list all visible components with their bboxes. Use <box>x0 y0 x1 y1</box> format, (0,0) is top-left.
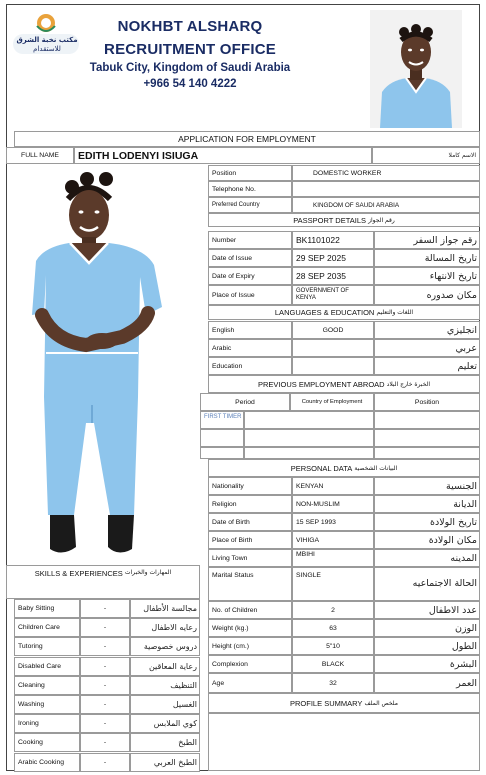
skill-label: Cleaning <box>14 676 80 695</box>
arabic-value <box>292 339 374 357</box>
company-name-line2: RECRUITMENT OFFICE <box>104 41 276 58</box>
prev-row2-country <box>244 429 374 447</box>
personal-value: VIHIGA <box>292 531 374 549</box>
skills-section-header <box>6 565 200 599</box>
skill-ar-label: رعاية المعاقين <box>130 657 200 676</box>
personal-label: Nationality <box>208 477 292 495</box>
personal-data-section-header <box>208 459 480 477</box>
prev-row3-country <box>244 447 374 459</box>
prev-row3-position <box>374 447 480 459</box>
personal-label: No. of Children <box>208 601 292 619</box>
company-logo <box>10 12 82 56</box>
personal-label: Age <box>208 673 292 693</box>
prev-row1-position <box>374 411 480 429</box>
skill-ar-label: الغسيل <box>130 695 200 714</box>
skill-ar-label: الطبخ <box>130 733 200 752</box>
personal-label: Weight (kg.) <box>208 619 292 637</box>
expiry-date-value: 28 SEP 2035 <box>292 267 374 285</box>
skills-title-ar: المهارات والخبرات <box>124 569 172 576</box>
personal-ar-label: البشرة <box>374 655 480 673</box>
preferred-country-label: Preferred Country <box>208 197 292 213</box>
previous-employment-section-header <box>208 375 480 393</box>
languages-title-ar: اللغات والتعليم <box>376 309 414 316</box>
skills-title: SKILLS & EXPERIENCES <box>34 569 123 578</box>
skill-value: - <box>80 733 130 752</box>
arabic-ar: عربي <box>374 339 480 357</box>
profile-summary-title-ar: ملخص الملف <box>364 699 398 707</box>
personal-ar-label: العمر <box>374 673 480 693</box>
personal-label: Date of Birth <box>208 513 292 531</box>
personal-ar-label: الوزن <box>374 619 480 637</box>
skill-ar-label: رعايه الاطفال <box>130 618 200 637</box>
skill-ar-label: التنظيف <box>130 676 200 695</box>
personal-value: 2 <box>292 601 374 619</box>
personal-ar-label: الطول <box>374 637 480 655</box>
personal-label: Marital Status <box>208 567 292 601</box>
expiry-date-label: Date of Expiry <box>208 267 292 285</box>
skill-ar-label: مجالسة الأطفال <box>130 599 200 618</box>
previous-employment-title-ar: الخبرة خارج البلاد <box>386 380 430 388</box>
position-value: DOMESTIC WORKER <box>292 165 480 181</box>
passport-title: PASSPORT DETAILS <box>293 215 366 225</box>
languages-title: LANGUAGES & EDUCATION <box>274 308 375 317</box>
education-ar: تعليم <box>374 357 480 375</box>
personal-label: Place of Birth <box>208 531 292 549</box>
personal-label: Living Town <box>208 549 292 567</box>
personal-ar-label: مكان الولادة <box>374 531 480 549</box>
issue-date-ar: تاريخ المسالة <box>374 249 480 267</box>
skill-value: - <box>80 657 130 676</box>
personal-value: 15 SEP 1993 <box>292 513 374 531</box>
passport-number-ar: رقم جواز السفر <box>374 231 480 249</box>
prev-row2-position <box>374 429 480 447</box>
personal-value: MBIHI <box>292 549 374 567</box>
skill-value: - <box>80 753 130 772</box>
portrait-photo-small <box>370 10 462 128</box>
place-of-issue-value: GOVERNMENT OF KENYA <box>292 285 374 305</box>
english-value: GOOD <box>292 321 374 339</box>
personal-value: BLACK <box>292 655 374 673</box>
personal-ar-label: المدينه <box>374 549 480 567</box>
skill-value: - <box>80 637 130 656</box>
issue-date-label: Date of Issue <box>208 249 292 267</box>
portrait-photo-full <box>14 165 196 563</box>
skill-label: Tutoring <box>14 637 80 656</box>
skill-label: Children Care <box>14 618 80 637</box>
skill-value: - <box>80 695 130 714</box>
personal-value: 63 <box>292 619 374 637</box>
skill-value: - <box>80 714 130 733</box>
profile-summary-body <box>208 713 480 771</box>
personal-label: Religion <box>208 495 292 513</box>
telephone-label: Telephone No. <box>208 181 292 197</box>
place-of-issue-ar: مكان صدوره <box>374 285 480 305</box>
skill-label: Washing <box>14 695 80 714</box>
position-label: Position <box>208 165 292 181</box>
skill-value: - <box>80 676 130 695</box>
previous-employment-title: PREVIOUS EMPLOYMENT ABROAD <box>258 379 385 389</box>
personal-value: NON-MUSLIM <box>292 495 374 513</box>
company-name-line1: NOKHBT ALSHARQ <box>117 18 263 35</box>
skill-ar-label: دروس خصوصية <box>130 637 200 656</box>
preferred-country-value: KINGDOM OF SAUDI ARABIA <box>292 197 480 213</box>
skill-label: Baby Sitting <box>14 599 80 618</box>
english-ar: انجليزي <box>374 321 480 339</box>
col-position: Position <box>374 393 480 411</box>
form-title: APPLICATION FOR EMPLOYMENT <box>14 131 480 147</box>
personal-value: KENYAN <box>292 477 374 495</box>
personal-data-title: PERSONAL DATA <box>290 463 353 473</box>
personal-ar-label: تاريخ الولادة <box>374 513 480 531</box>
place-of-issue-label: Place of Issue <box>208 285 292 305</box>
personal-label: Height (cm.) <box>208 637 292 655</box>
profile-summary-title: PROFILE SUMMARY <box>290 698 363 708</box>
full-name-value: EDITH LODENYI ISIUGA <box>74 147 372 164</box>
skill-value: - <box>80 618 130 637</box>
personal-value: 32 <box>292 673 374 693</box>
skill-ar-label: كوي الملابس <box>130 714 200 733</box>
logo-text-ar-1: مكتب نخبة الشرق <box>16 36 78 44</box>
personal-value: 5"10 <box>292 637 374 655</box>
skill-label: Cooking <box>14 733 80 752</box>
prev-row3-period <box>200 447 244 459</box>
education-value <box>292 357 374 375</box>
skill-label: Arabic Cooking <box>14 753 80 772</box>
passport-number-label: Number <box>208 231 292 249</box>
issue-date-value: 29 SEP 2025 <box>292 249 374 267</box>
personal-ar-label: الحالة الاجتماعيه <box>374 567 480 601</box>
skill-ar-label: الطبخ العربي <box>130 753 200 772</box>
telephone-value <box>292 181 480 197</box>
arabic-label: Arabic <box>208 339 292 357</box>
languages-section-header <box>208 305 480 320</box>
personal-ar-label: الجنسية <box>374 477 480 495</box>
col-period: Period <box>200 393 290 411</box>
personal-ar-label: عدد الاطفال <box>374 601 480 619</box>
first-timer-cell: FIRST TIMER <box>200 411 244 429</box>
skill-label: Ironing <box>14 714 80 733</box>
logo-text-ar-2: للاستقدام <box>33 45 61 53</box>
full-name-label: FULL NAME <box>6 147 74 164</box>
col-country: Country of Employment <box>290 393 374 411</box>
profile-summary-header <box>208 693 480 713</box>
personal-ar-label: الديانة <box>374 495 480 513</box>
expiry-date-ar: تاريخ الانتهاء <box>374 267 480 285</box>
english-label: English <box>208 321 292 339</box>
education-label: Education <box>208 357 292 375</box>
full-name-ar: الاسم كاملا <box>372 147 480 164</box>
passport-number-value: BK1101022 <box>292 231 374 249</box>
personal-value: SINGLE <box>292 567 374 601</box>
company-address: Tabuk City, Kingdom of Saudi Arabia <box>89 62 291 74</box>
passport-title-ar: رقم الجواز <box>368 216 395 224</box>
skill-value: - <box>80 599 130 618</box>
personal-label: Complexion <box>208 655 292 673</box>
company-phone: +966 54 140 4222 <box>143 78 237 90</box>
passport-section-header <box>208 213 480 227</box>
prev-row2-period <box>200 429 244 447</box>
skill-label: Disabled Care <box>14 657 80 676</box>
personal-data-title-ar: البيانات الشخصية <box>354 464 398 472</box>
prev-row1-country <box>244 411 374 429</box>
